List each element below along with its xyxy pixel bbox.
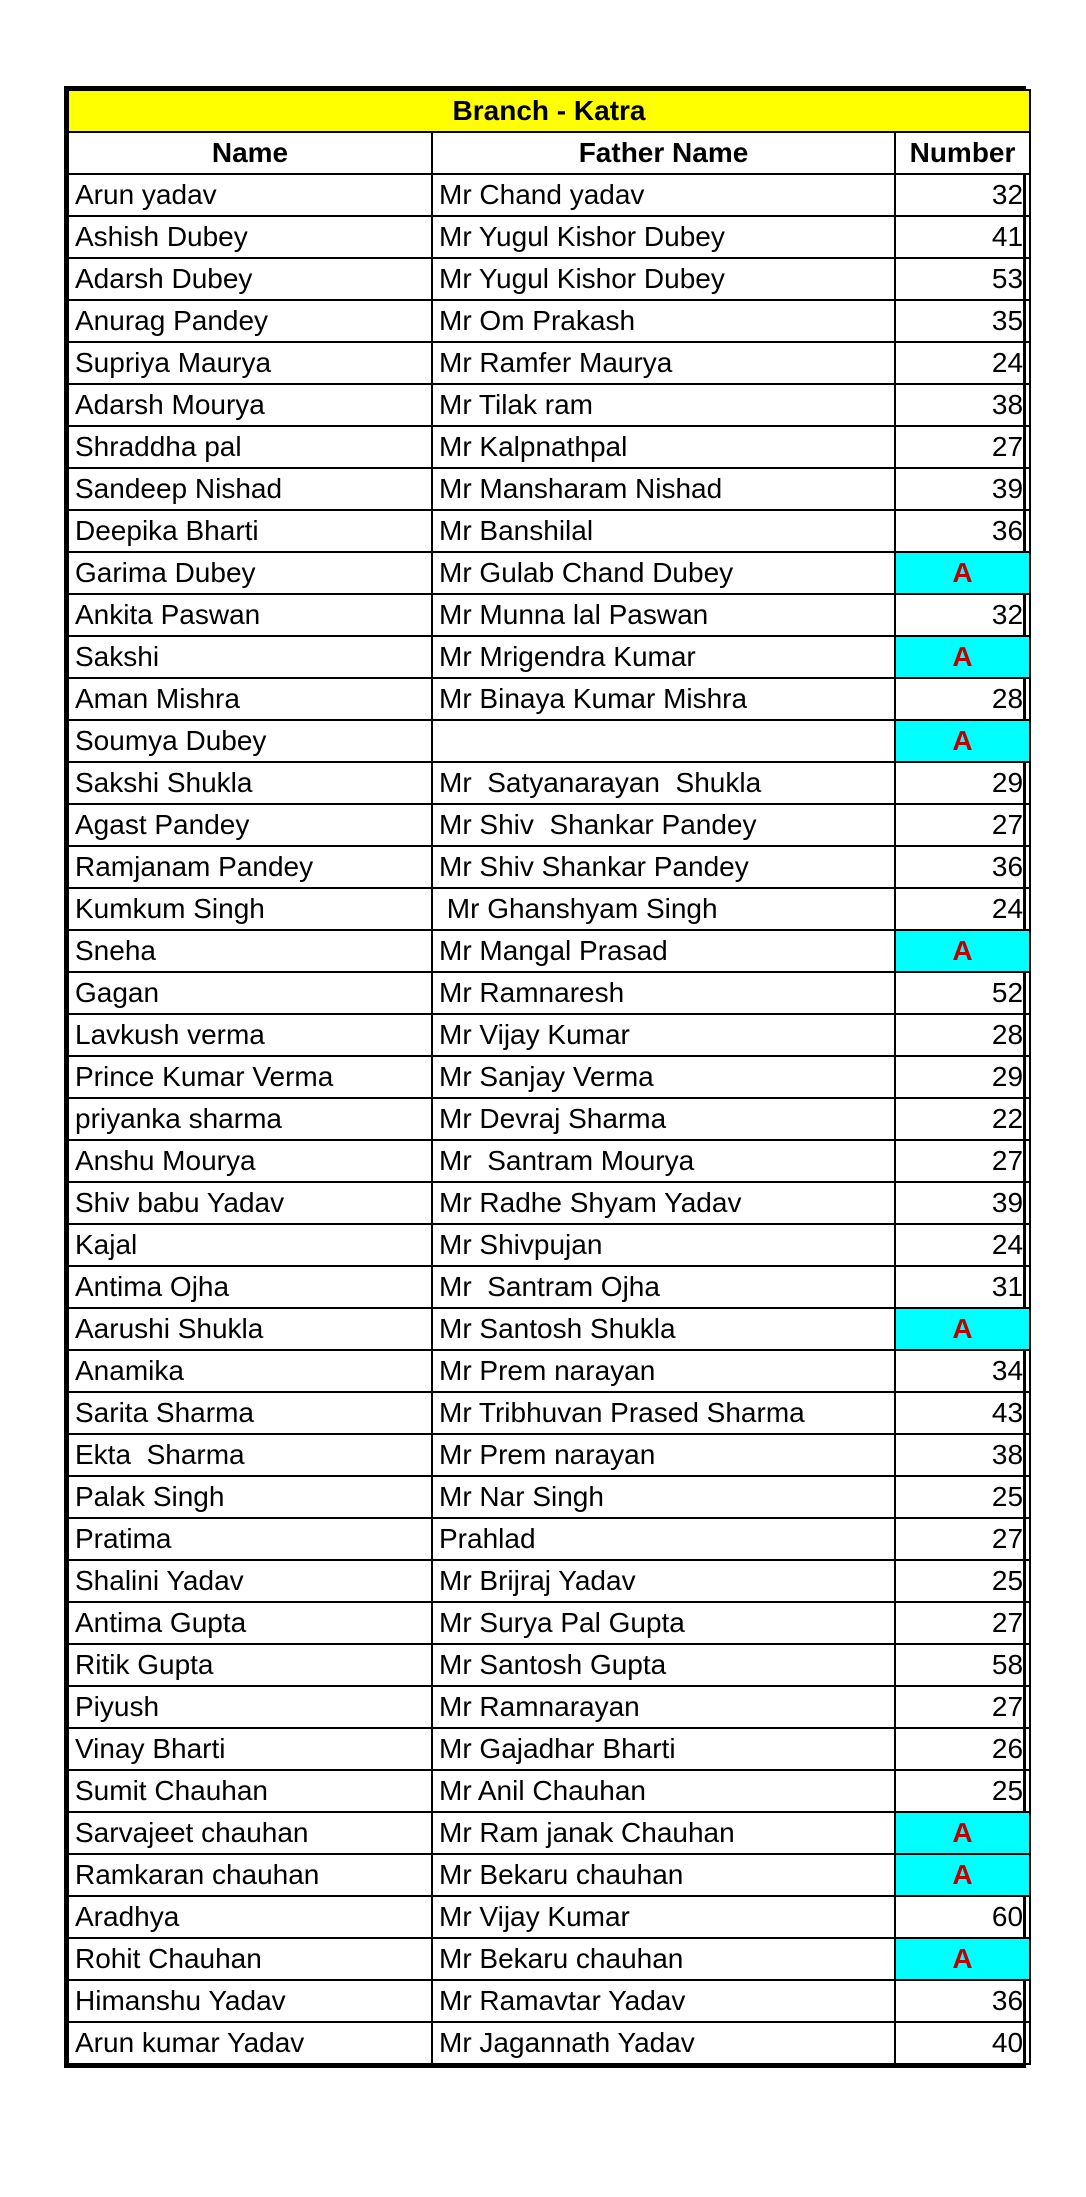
father-name-cell: Mr Mansharam Nishad — [432, 468, 895, 510]
table-row — [68, 552, 1030, 594]
father-name-cell: Mr Om Prakash — [432, 300, 895, 342]
table-row — [68, 1980, 1030, 2022]
number-cell: 38 — [895, 384, 1030, 426]
father-name-cell: Mr Bekaru chauhan — [432, 1938, 895, 1980]
name-cell: Ramkaran chauhan — [68, 1854, 432, 1896]
table-row — [68, 1014, 1030, 1056]
table-row — [68, 468, 1030, 510]
absent-cell: A — [895, 1812, 1030, 1854]
father-name-cell: Mr Shivpujan — [432, 1224, 895, 1266]
table-row — [68, 1098, 1030, 1140]
table-row — [68, 510, 1030, 552]
table-row — [68, 1854, 1030, 1896]
name-cell: Aarushi Shukla — [68, 1308, 432, 1350]
number-cell: 35 — [895, 300, 1030, 342]
table-row — [68, 174, 1030, 216]
table-row — [68, 1434, 1030, 1476]
name-cell: Lavkush verma — [68, 1014, 432, 1056]
name-cell: Kumkum Singh — [68, 888, 432, 930]
number-cell: 27 — [895, 1518, 1030, 1560]
name-cell: Agast Pandey — [68, 804, 432, 846]
number-cell: 29 — [895, 762, 1030, 804]
table-row — [68, 342, 1030, 384]
name-cell: Deepika Bharti — [68, 510, 432, 552]
name-cell: Prince Kumar Verma — [68, 1056, 432, 1098]
table-row — [68, 1938, 1030, 1980]
table-row — [68, 426, 1030, 468]
father-name-cell: Mr Santosh Gupta — [432, 1644, 895, 1686]
name-cell: Soumya Dubey — [68, 720, 432, 762]
table-row — [68, 1392, 1030, 1434]
name-cell: Sandeep Nishad — [68, 468, 432, 510]
father-name-cell: Mr Shiv Shankar Pandey — [432, 846, 895, 888]
name-cell: Arun yadav — [68, 174, 432, 216]
name-cell: Ramjanam Pandey — [68, 846, 432, 888]
number-cell: 43 — [895, 1392, 1030, 1434]
number-cell: 28 — [895, 1014, 1030, 1056]
name-cell: Sarita Sharma — [68, 1392, 432, 1434]
father-name-cell: Mr Munna lal Paswan — [432, 594, 895, 636]
name-cell: Shiv babu Yadav — [68, 1182, 432, 1224]
father-name-cell: Mr Sanjay Verma — [432, 1056, 895, 1098]
table-row — [68, 846, 1030, 888]
number-cell: 27 — [895, 1686, 1030, 1728]
table-row — [68, 678, 1030, 720]
absent-cell: A — [895, 1938, 1030, 1980]
father-name-cell: Mr Devraj Sharma — [432, 1098, 895, 1140]
name-cell: Kajal — [68, 1224, 432, 1266]
name-cell: priyanka sharma — [68, 1098, 432, 1140]
title-row — [68, 90, 1030, 132]
father-name-cell: Prahlad — [432, 1518, 895, 1560]
name-cell: Anshu Mourya — [68, 1140, 432, 1182]
name-cell: Antima Gupta — [68, 1602, 432, 1644]
table-row — [68, 1224, 1030, 1266]
absent-cell: A — [895, 930, 1030, 972]
father-name-cell: Mr Yugul Kishor Dubey — [432, 258, 895, 300]
father-name-cell: Mr Yugul Kishor Dubey — [432, 216, 895, 258]
table-row — [68, 1266, 1030, 1308]
name-cell: Sumit Chauhan — [68, 1770, 432, 1812]
number-cell: 27 — [895, 1140, 1030, 1182]
table-row — [68, 1602, 1030, 1644]
table-row — [68, 972, 1030, 1014]
absent-cell: A — [895, 1308, 1030, 1350]
number-header: Number — [895, 132, 1030, 174]
name-cell: Ekta Sharma — [68, 1434, 432, 1476]
number-cell: 25 — [895, 1770, 1030, 1812]
name-cell: Garima Dubey — [68, 552, 432, 594]
name-cell: Arun kumar Yadav — [68, 2022, 432, 2064]
table-row — [68, 1056, 1030, 1098]
number-cell: 24 — [895, 888, 1030, 930]
number-cell: 32 — [895, 594, 1030, 636]
name-cell: Palak Singh — [68, 1476, 432, 1518]
table-row — [68, 636, 1030, 678]
father-name-cell: Mr Santram Mourya — [432, 1140, 895, 1182]
table-row — [68, 1476, 1030, 1518]
father-name-cell: Mr Nar Singh — [432, 1476, 895, 1518]
spreadsheet-table — [64, 86, 1026, 2068]
name-cell: Rohit Chauhan — [68, 1938, 432, 1980]
name-cell: Adarsh Mourya — [68, 384, 432, 426]
name-cell: Ritik Gupta — [68, 1644, 432, 1686]
father-name-cell: Mr Radhe Shyam Yadav — [432, 1182, 895, 1224]
father-name-cell: Mr Ramfer Maurya — [432, 342, 895, 384]
name-cell: Shraddha pal — [68, 426, 432, 468]
father-name-cell — [432, 720, 895, 762]
father-name-cell: Mr Ramnarayan — [432, 1686, 895, 1728]
table-row — [68, 804, 1030, 846]
father-name-cell: Mr Santram Ojha — [432, 1266, 895, 1308]
number-cell: 27 — [895, 426, 1030, 468]
father-name-cell: Mr Shiv Shankar Pandey — [432, 804, 895, 846]
father-name-cell: Mr Mangal Prasad — [432, 930, 895, 972]
number-cell: 29 — [895, 1056, 1030, 1098]
name-cell: Aman Mishra — [68, 678, 432, 720]
father-name-cell: Mr Surya Pal Gupta — [432, 1602, 895, 1644]
number-cell: 38 — [895, 1434, 1030, 1476]
absent-cell: A — [895, 552, 1030, 594]
name-cell: Adarsh Dubey — [68, 258, 432, 300]
table-row — [68, 1812, 1030, 1854]
father-name-cell: Mr Mrigendra Kumar — [432, 636, 895, 678]
father-name-cell: Mr Ramnaresh — [432, 972, 895, 1014]
number-cell: 28 — [895, 678, 1030, 720]
number-cell: 27 — [895, 1602, 1030, 1644]
number-cell: 40 — [895, 2022, 1030, 2064]
number-cell: 36 — [895, 510, 1030, 552]
father-name-cell: Mr Gajadhar Bharti — [432, 1728, 895, 1770]
name-cell: Sneha — [68, 930, 432, 972]
father-name-cell: Mr Tilak ram — [432, 384, 895, 426]
number-cell: 36 — [895, 1980, 1030, 2022]
name-cell: Sarvajeet chauhan — [68, 1812, 432, 1854]
table-row — [68, 2022, 1030, 2064]
father-name-cell: Mr Chand yadav — [432, 174, 895, 216]
table-row — [68, 762, 1030, 804]
father-name-cell: Mr Brijraj Yadav — [432, 1560, 895, 1602]
father-name-cell: Mr Vijay Kumar — [432, 1896, 895, 1938]
father-name-cell: Mr Ram janak Chauhan — [432, 1812, 895, 1854]
name-cell: Vinay Bharti — [68, 1728, 432, 1770]
branch-title: Branch - Katra — [68, 90, 1030, 132]
name-cell: Pratima — [68, 1518, 432, 1560]
number-cell: 60 — [895, 1896, 1030, 1938]
student-table — [67, 89, 1031, 2065]
father-name-cell: Mr Anil Chauhan — [432, 1770, 895, 1812]
father-name-cell: Mr Vijay Kumar — [432, 1014, 895, 1056]
absent-cell: A — [895, 636, 1030, 678]
header-row — [68, 132, 1030, 174]
table-row — [68, 1686, 1030, 1728]
father-name-cell: Mr Banshilal — [432, 510, 895, 552]
father-name-header: Father Name — [432, 132, 895, 174]
name-cell: Anurag Pandey — [68, 300, 432, 342]
number-cell: 25 — [895, 1560, 1030, 1602]
name-cell: Himanshu Yadav — [68, 1980, 432, 2022]
name-cell: Gagan — [68, 972, 432, 1014]
table-body — [68, 174, 1030, 2064]
name-cell: Antima Ojha — [68, 1266, 432, 1308]
number-cell: 25 — [895, 1476, 1030, 1518]
number-cell: 22 — [895, 1098, 1030, 1140]
name-cell: Supriya Maurya — [68, 342, 432, 384]
table-row — [68, 1308, 1030, 1350]
table-row — [68, 930, 1030, 972]
father-name-cell: Mr Bekaru chauhan — [432, 1854, 895, 1896]
absent-cell: A — [895, 1854, 1030, 1896]
name-cell: Sakshi — [68, 636, 432, 678]
table-row — [68, 300, 1030, 342]
table-row — [68, 258, 1030, 300]
father-name-cell: Mr Prem narayan — [432, 1434, 895, 1476]
table-row — [68, 1728, 1030, 1770]
number-cell: 58 — [895, 1644, 1030, 1686]
father-name-cell: Mr Satyanarayan Shukla — [432, 762, 895, 804]
table-row — [68, 1560, 1030, 1602]
father-name-cell: Mr Prem narayan — [432, 1350, 895, 1392]
number-cell: 31 — [895, 1266, 1030, 1308]
name-header: Name — [68, 132, 432, 174]
table-row — [68, 1140, 1030, 1182]
number-cell: 32 — [895, 174, 1030, 216]
table-row — [68, 1770, 1030, 1812]
number-cell: 39 — [895, 468, 1030, 510]
name-cell: Sakshi Shukla — [68, 762, 432, 804]
number-cell: 52 — [895, 972, 1030, 1014]
name-cell: Ankita Paswan — [68, 594, 432, 636]
number-cell: 24 — [895, 342, 1030, 384]
table-row — [68, 384, 1030, 426]
father-name-cell: Mr Gulab Chand Dubey — [432, 552, 895, 594]
table-row — [68, 1896, 1030, 1938]
name-cell: Piyush — [68, 1686, 432, 1728]
number-cell: 53 — [895, 258, 1030, 300]
father-name-cell: Mr Santosh Shukla — [432, 1308, 895, 1350]
number-cell: 36 — [895, 846, 1030, 888]
name-cell: Anamika — [68, 1350, 432, 1392]
table-row — [68, 1518, 1030, 1560]
number-cell: 34 — [895, 1350, 1030, 1392]
father-name-cell: Mr Jagannath Yadav — [432, 2022, 895, 2064]
table-row — [68, 1182, 1030, 1224]
table-row — [68, 888, 1030, 930]
number-cell: 26 — [895, 1728, 1030, 1770]
table-row — [68, 216, 1030, 258]
table-row — [68, 720, 1030, 762]
name-cell: Shalini Yadav — [68, 1560, 432, 1602]
absent-cell: A — [895, 720, 1030, 762]
number-cell: 41 — [895, 216, 1030, 258]
father-name-cell: Mr Binaya Kumar Mishra — [432, 678, 895, 720]
father-name-cell: Mr Ghanshyam Singh — [432, 888, 895, 930]
number-cell: 24 — [895, 1224, 1030, 1266]
table-row — [68, 594, 1030, 636]
table-row — [68, 1644, 1030, 1686]
number-cell: 27 — [895, 804, 1030, 846]
name-cell: Ashish Dubey — [68, 216, 432, 258]
table-row — [68, 1350, 1030, 1392]
name-cell: Aradhya — [68, 1896, 432, 1938]
father-name-cell: Mr Kalpnathpal — [432, 426, 895, 468]
father-name-cell: Mr Tribhuvan Prased Sharma — [432, 1392, 895, 1434]
father-name-cell: Mr Ramavtar Yadav — [432, 1980, 895, 2022]
number-cell: 39 — [895, 1182, 1030, 1224]
